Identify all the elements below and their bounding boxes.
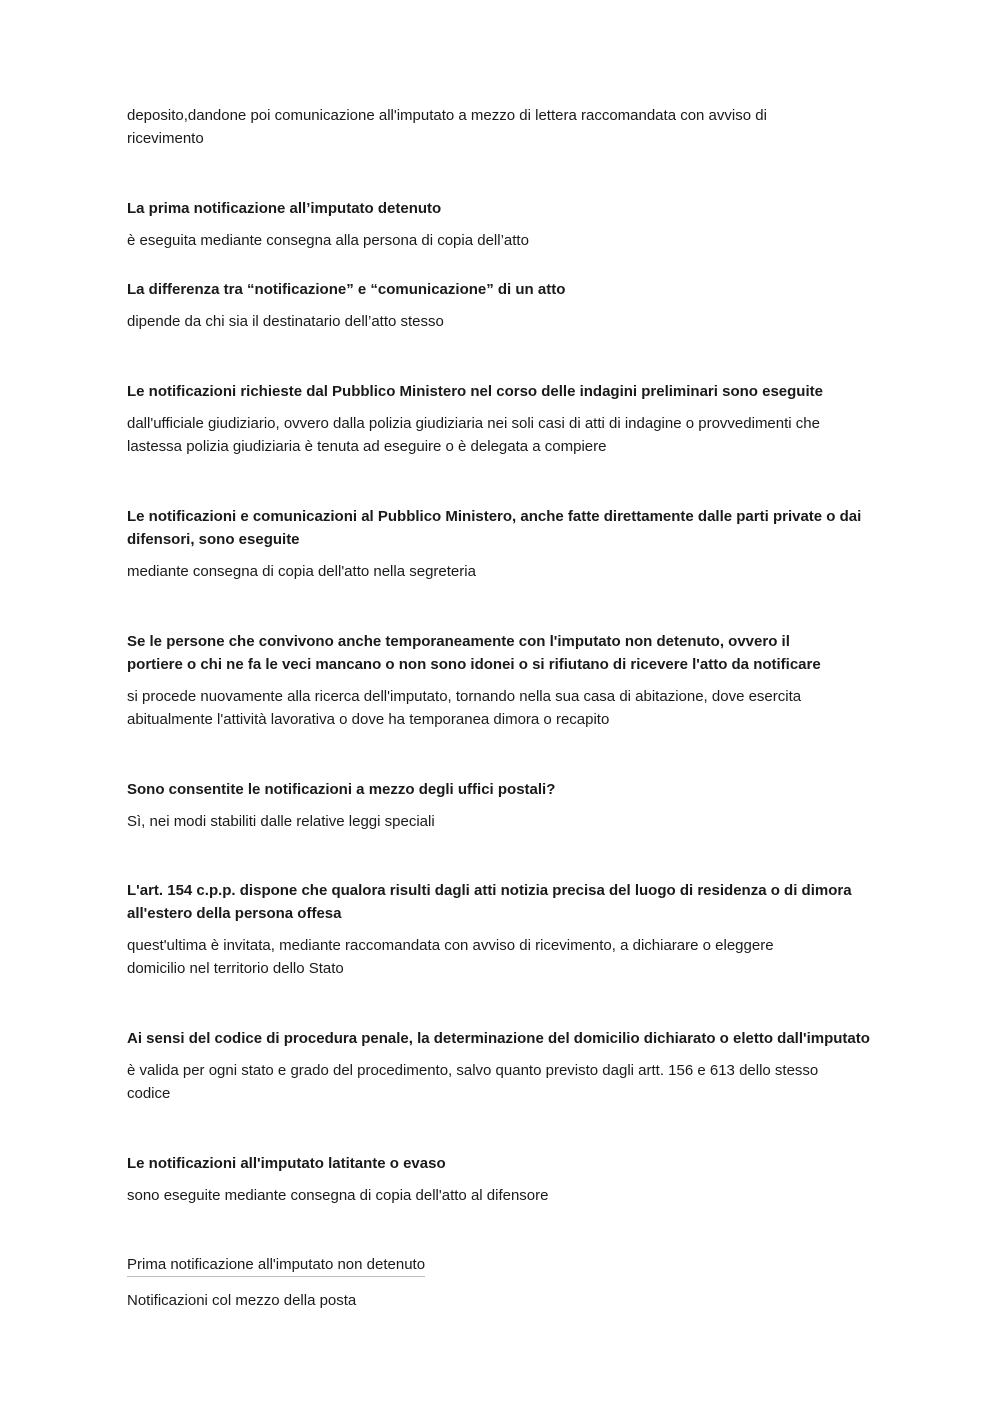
answer — [127, 1059, 887, 1105]
answer-line: mediante consegna di copia dell'atto nella segreteria — [127, 563, 476, 580]
question-line: Le notificazioni all'imputato latitante o evaso — [127, 1155, 446, 1172]
answer — [127, 229, 887, 252]
answer — [127, 560, 887, 583]
qa-block — [127, 1152, 887, 1207]
answer-line: è eseguita mediante consegna alla persona di copia dell’atto — [127, 232, 529, 249]
question — [127, 380, 887, 403]
related-links — [127, 1253, 887, 1277]
qa-block — [127, 380, 887, 458]
question-line: Le notificazioni richieste dal Pubblico Ministero nel corso delle indagini preliminari sono eseguite — [127, 383, 823, 400]
qa-block — [127, 1027, 887, 1105]
question — [127, 1152, 887, 1175]
qa-block — [127, 197, 887, 252]
qa-block — [127, 278, 887, 333]
answer — [127, 412, 887, 458]
question-line: Sono consentite le notificazioni a mezzo degli uffici postali? — [127, 781, 556, 798]
question-line: L'art. 154 c.p.p. dispone che qualora risulti dagli atti notizia precisa del luogo di residenza o di dimora — [127, 882, 852, 899]
question-line: La differenza tra “notificazione” e “comunicazione” di un atto — [127, 281, 566, 298]
intro-line: ricevimento — [127, 130, 204, 147]
intro-paragraph — [127, 104, 887, 150]
link-prima-notificazione[interactable]: Prima notificazione all'imputato non detenuto — [127, 1253, 425, 1277]
question-line: Ai sensi del codice di procedura penale, la determinazione del domicilio dichiarato o eletto dall'imputato — [127, 1030, 870, 1047]
qa-block — [127, 778, 887, 833]
question — [127, 505, 887, 551]
answer — [127, 1184, 887, 1207]
answer — [127, 810, 887, 833]
answer — [127, 934, 887, 980]
qa-block — [127, 879, 887, 980]
qa-block — [127, 505, 887, 583]
answer-line: Sì, nei modi stabiliti dalle relative leggi speciali — [127, 813, 435, 830]
answer-line: si procede nuovamente alla ricerca dell'imputato, tornando nella sua casa di abitazione, dove esercita — [127, 688, 802, 705]
question — [127, 1027, 887, 1050]
question-line: difensori, sono eseguite — [127, 531, 300, 548]
link-notificazioni-posta[interactable]: Notificazioni col mezzo della posta — [127, 1292, 357, 1309]
question-line: Le notificazioni e comunicazioni al Pubblico Ministero, anche fatte direttamente dalle parti private o dai — [127, 508, 862, 525]
answer — [127, 310, 887, 333]
answer-line: quest'ultima è invitata, mediante raccomandata con avviso di ricevimento, a dichiarare o eleggere — [127, 937, 774, 954]
question-line: Se le persone che convivono anche temporaneamente con l'imputato non detenuto, ovvero il — [127, 633, 790, 650]
answer — [127, 685, 887, 731]
document-page — [127, 104, 887, 1312]
question — [127, 630, 887, 676]
question-line: portiere o chi ne fa le veci mancano o non sono idonei o si rifiutano di ricevere l'atto da notificare — [127, 656, 821, 673]
answer-line: domicilio nel territorio dello Stato — [127, 960, 344, 977]
answer-line: dipende da chi sia il destinatario dell’atto stesso — [127, 313, 444, 330]
qa-block — [127, 630, 887, 731]
answer-line: abitualmente l'attività lavorativa o dove ha temporanea dimora o recapito — [127, 711, 610, 728]
question-line: La prima notificazione all’imputato detenuto — [127, 200, 442, 217]
answer-line: sono eseguite mediante consegna di copia dell'atto al difensore — [127, 1187, 549, 1204]
answer-line: lastessa polizia giudiziaria è tenuta ad eseguire o è delegata a compiere — [127, 438, 607, 455]
question — [127, 197, 887, 220]
answer-line: dall'ufficiale giudiziario, ovvero dalla polizia giudiziaria nei soli casi di atti di indagine o provvedimenti che — [127, 415, 820, 432]
question — [127, 278, 887, 301]
question-line: all'estero della persona offesa — [127, 905, 342, 922]
question — [127, 879, 887, 925]
answer-line: codice — [127, 1085, 171, 1102]
answer-line: è valida per ogni stato e grado del procedimento, salvo quanto previsto dagli artt. 156 e 613 dello stesso — [127, 1062, 819, 1079]
intro-line: deposito,dandone poi comunicazione all'imputato a mezzo di lettera raccomandata con avviso di — [127, 107, 767, 124]
question — [127, 778, 887, 801]
